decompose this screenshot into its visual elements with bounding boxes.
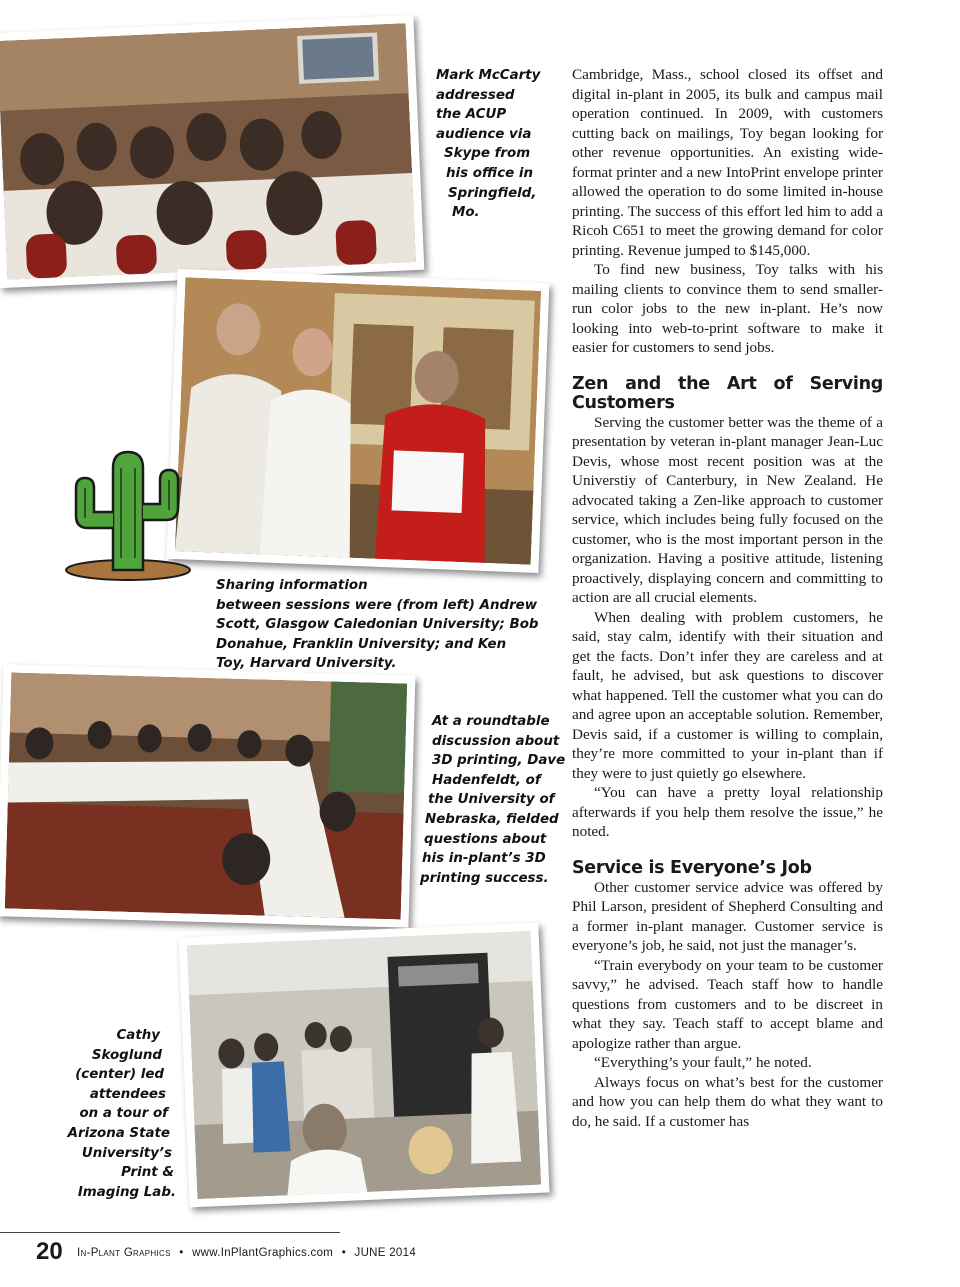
caption-mark-mccarty [436,66,540,223]
caption-line: Imaging Lab. [77,1184,176,1200]
separator-dot: • [341,1247,347,1259]
article-paragraph: Always focus on what’s best for the customer and how you can help them do what they want to do, he said. If a customer has [572,1073,883,1130]
section-heading-service: Service is Everyone’s Job [572,857,812,878]
article-paragraph: When dealing with problem customers, he said, stay calm, identify with their situation and get the facts. Don’t infer they are careless and at fault, he advised, but ask questions to discover what happened. Tell the customer what you can do and agree upon an acceptable solution. Remember, Devis said, if a customer is willing to complain, they’re more committed to your in-plant than if they were to just quietly go elsewhere. [572,608,883,782]
caption-line: discussion about [432,733,560,749]
caption-line: Print & [121,1165,174,1181]
caption-line: attendees [89,1086,166,1102]
magazine-url: www.InPlantGraphics.com [192,1247,334,1259]
page-number: 20 [36,1238,63,1265]
caption-line: his in-plant’s 3D [422,851,546,867]
caption-line: the ACUP [436,107,507,123]
caption-line: Toy, Harvard University. [216,656,397,672]
article-paragraph: Cambridge, Mass., school closed its offset and digital in-plant in 2005, its bulk and campus mail operation continued. In 2009, with customers cutting back on mailings, Toy began looking for other revenue opportunities. An existing wide-format printer and a new IntoPrint envelope printer allowed the operation to do some limited in-house printing. The success of this effort led him to add a Ricoh C651 to meet the growing demand for color printing. Revenue jumped to $145,000. [572,66,883,259]
footer-rule [0,1232,340,1233]
caption-line: Sharing information [216,578,368,593]
caption-line: 3D printing, Dave [432,753,566,769]
roundtable-discussion-image [5,673,407,920]
caption-line: between sessions were (from left) Andrew [216,597,538,613]
separator-dot: • [179,1247,184,1259]
caption-line: Mark McCarty [436,68,541,83]
caption-line: audience via [436,126,532,142]
caption-line: Scott, Glasgow Caledonian University; Bob [216,617,539,633]
photo-lab-tour [179,923,550,1208]
caption-line: Donahue, Franklin University; and Ken [216,636,507,652]
caption-line: University’s [81,1145,172,1161]
article-paragraph: “You can have a pretty loyal relationship afterwards if you help them resolve the issue,” he noted. [572,784,883,840]
imaging-lab-tour-image [187,931,541,1199]
photo-sharing-information [167,269,550,573]
caption-line: addressed [436,87,515,103]
caption-line: the University of [428,792,555,808]
caption-line: his office in [446,165,533,181]
caption-line: questions about [424,831,547,847]
conference-audience-image [0,23,416,280]
caption-line: Arizona State [67,1125,170,1141]
photo-roundtable [0,664,415,927]
caption-line: Skype from [444,146,531,162]
caption-line: Hadenfeldt, of [432,772,541,788]
article-paragraph: “Everything’s your fault,” he noted. [594,1054,812,1071]
magazine-name: In-Plant Graphics [77,1247,171,1259]
footer-meta [77,1247,416,1259]
caption-roundtable [420,712,565,888]
caption-line: Skoglund [91,1047,162,1063]
caption-cathy-skoglund [60,1026,176,1202]
article-paragraph: Other customer service advice was offered by Phil Larson, president of Shepherd Consulting and a former in-plant manager. Customer service is everyone’s job, he said, not just the manager’s. [572,878,883,954]
article-paragraph: To find new business, Toy talks with his mailing clients to convince them to send smaller-run color jobs to the new in-plant. He’s now looking into web-to-print software to make it easier for customers to send jobs. [572,261,883,356]
caption-line: on a tour of [79,1106,168,1122]
article-paragraph: Serving the customer better was the theme of a presentation by veteran in-plant manager Jean-Luc Devis, whose most recent position was at the Universtiy of Canterbury, in New Zealand. He advocated taking a Zen-like approach to customer service, which includes being fully focused on the customer, who is the most important person in the organization. Having a positive attitude, listening proactively, displaying concern and committing to action are all crucial elements. [572,413,883,606]
article-column [572,65,883,1131]
caption-line: Cathy [116,1028,160,1043]
caption-line: Nebraska, fielded [425,811,559,827]
caption-line: Mo. [452,205,480,221]
issue-date: JUNE 2014 [354,1247,417,1259]
article-paragraph: “Train everybody on your team to be customer savvy,” he advised. Teach staff how to handle questions from customers and to be discreet in what they say. Teach staff to accept blame and apologize rather than argue. [572,956,883,1052]
caption-sharing-information [216,576,539,674]
caption-line: (center) led [75,1067,164,1083]
cactus-illustration [58,448,198,583]
page-footer [0,1232,960,1287]
section-heading-zen: Zen and the Art of Serving Customers [572,373,883,413]
caption-line: Springfield, [448,185,537,201]
caption-line: At a roundtable [432,714,550,729]
photo-skype-presentation [0,15,424,288]
caption-line: printing success. [420,870,549,886]
three-men-talking-image [175,277,541,564]
